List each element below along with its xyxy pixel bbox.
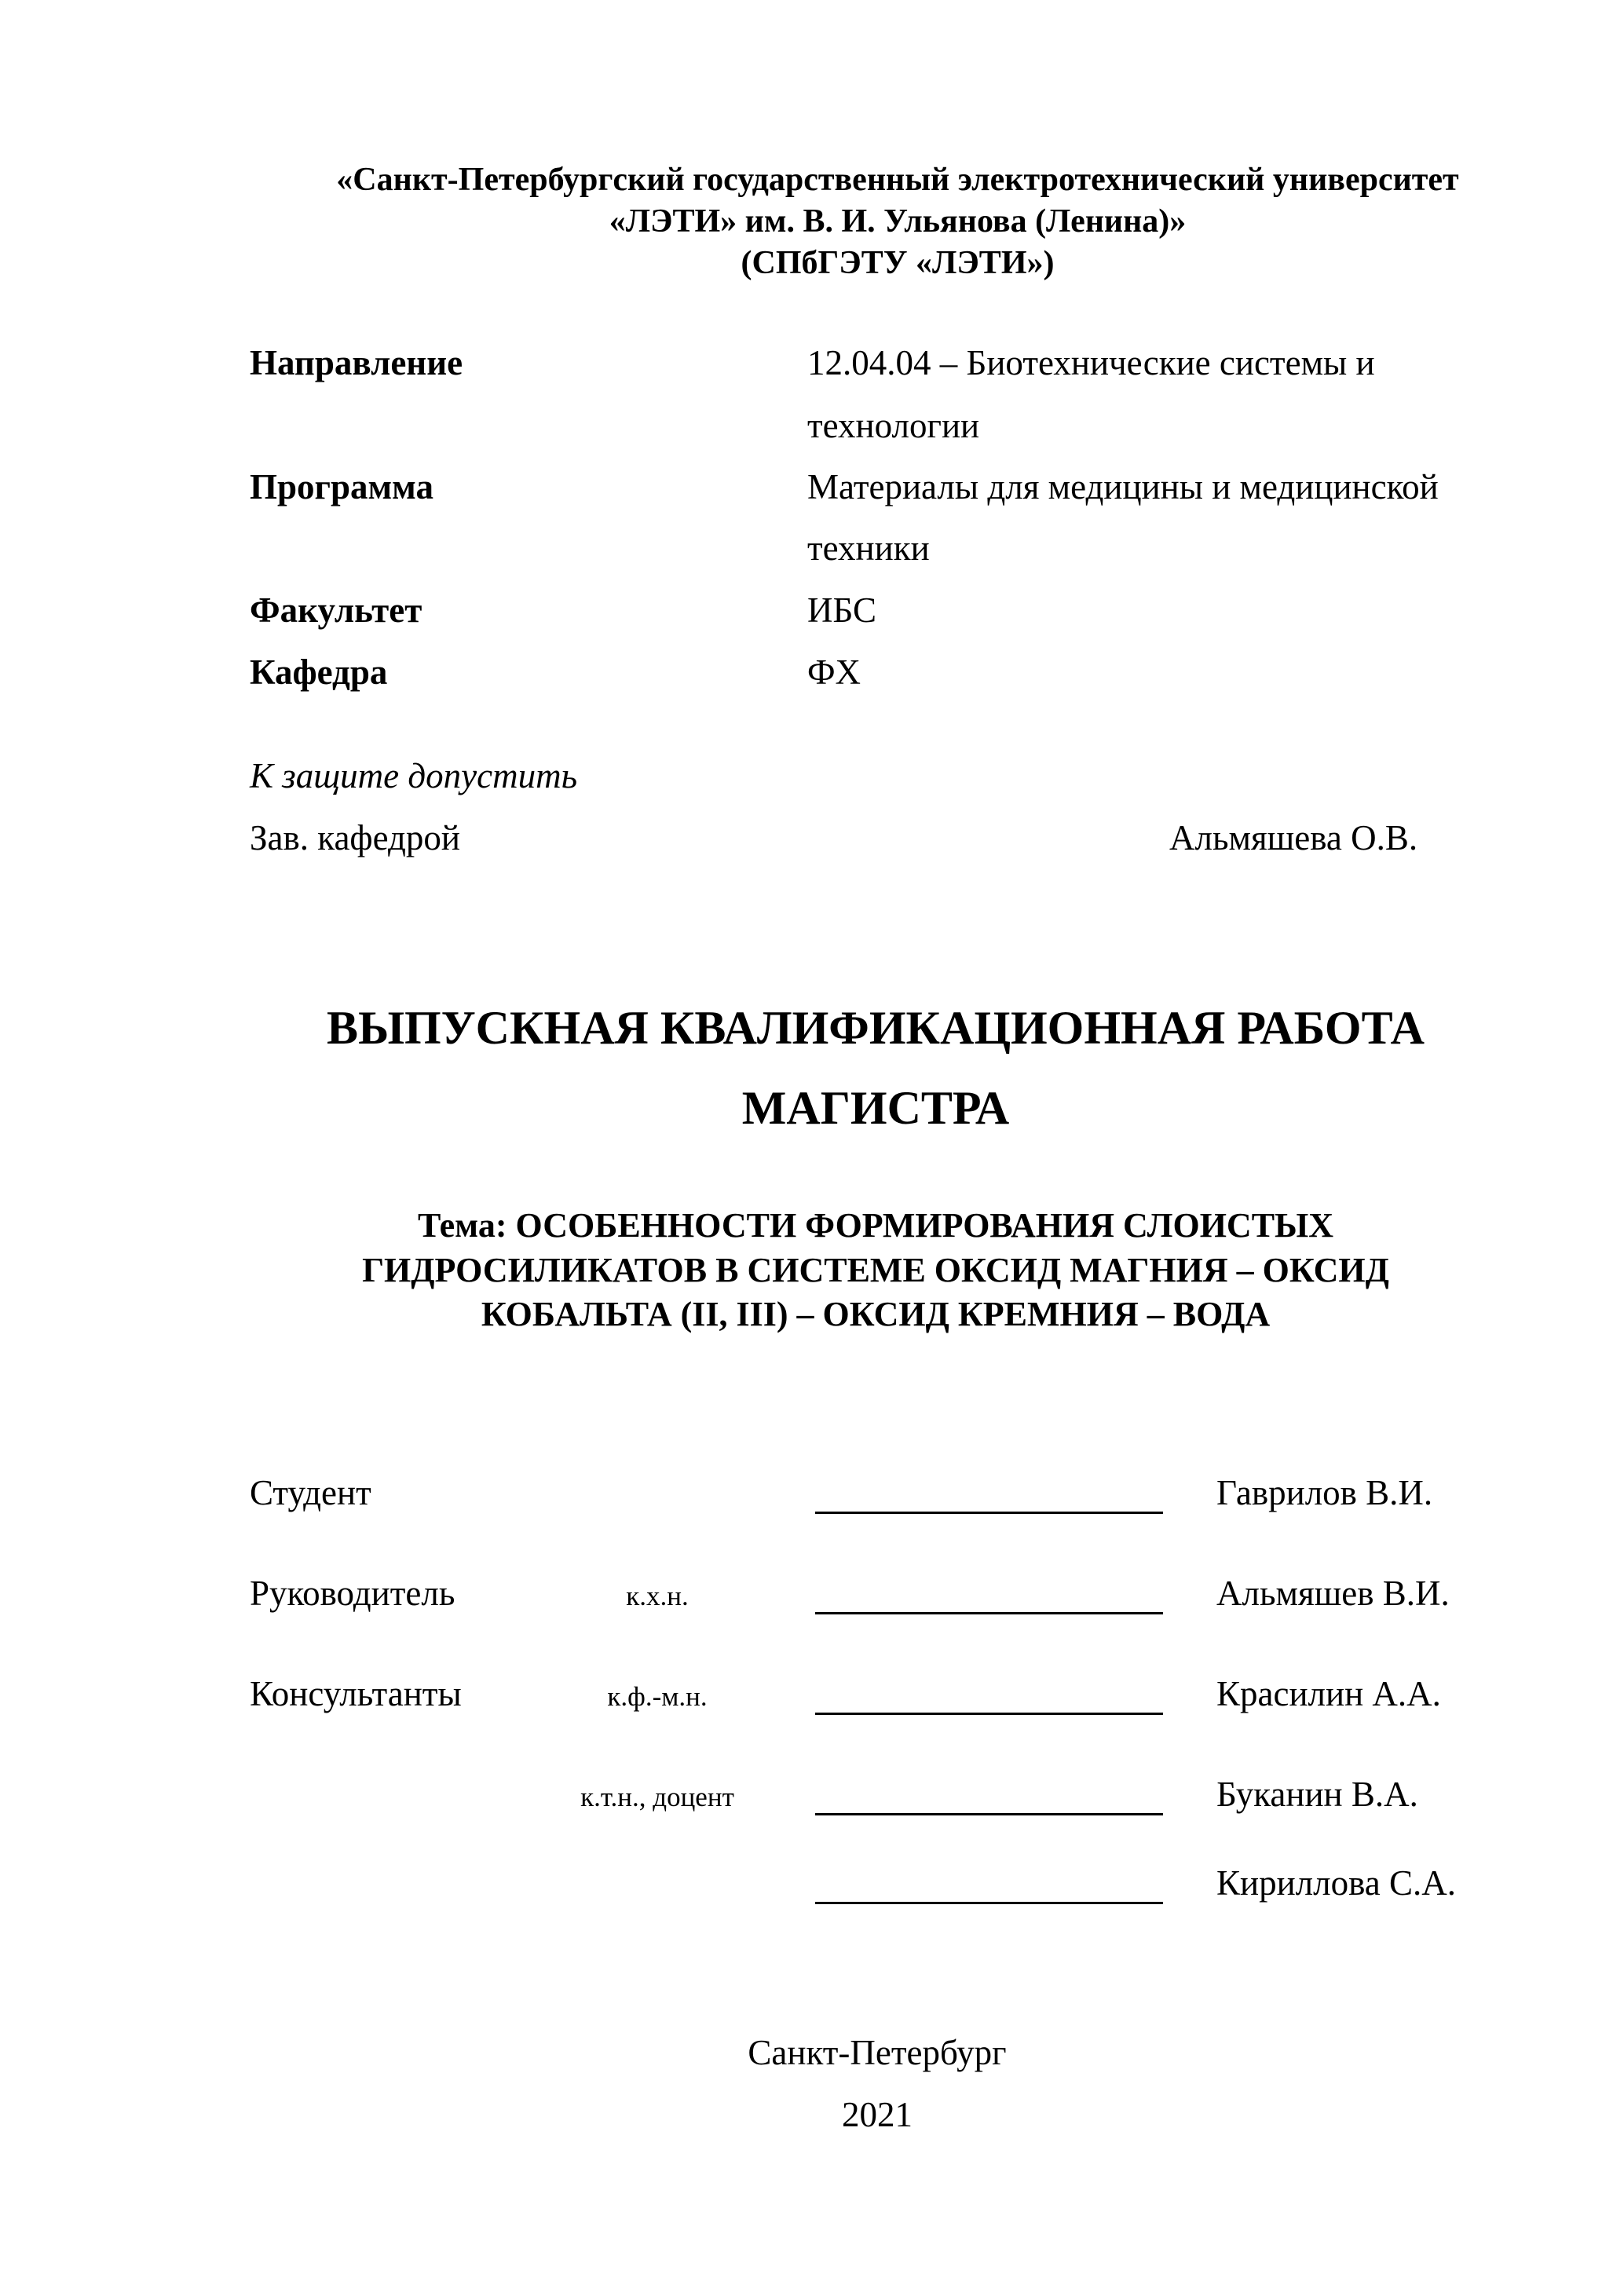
direction-value-cont: технологии	[807, 406, 980, 445]
signature-name: Буканин В.А.	[1216, 1775, 1418, 1814]
signature-line	[815, 1902, 1163, 1904]
work-title-line-1: ВЫПУСКНАЯ КВАЛИФИКАЦИОННАЯ РАБОТА	[327, 1002, 1425, 1054]
signature-name: Гаврилов В.И.	[1216, 1473, 1433, 1512]
topic-line-3: КОБАЛЬТА (II, III) – ОКСИД КРЕМНИЯ – ВОДА	[481, 1295, 1271, 1333]
signature-line	[815, 1813, 1163, 1815]
direction-value: 12.04.04 – Биотехнические системы и	[807, 343, 1375, 382]
topic-line-2: ГИДРОСИЛИКАТОВ В СИСТЕМЕ ОКСИД МАГНИЯ – ОКСИД	[362, 1251, 1389, 1289]
signature-line	[815, 1512, 1163, 1514]
university-abbreviation: (СПбГЭТУ «ЛЭТИ»)	[741, 245, 1055, 281]
head-of-department-name: Альмяшева О.В.	[1169, 818, 1418, 857]
program-value-cont: техники	[807, 528, 930, 568]
signature-line	[815, 1612, 1163, 1614]
head-of-department-label: Зав. кафедрой	[250, 818, 460, 857]
direction-label: Направление	[250, 343, 463, 382]
department-label: Кафедра	[250, 653, 388, 692]
faculty-value: ИБС	[807, 590, 877, 630]
city: Санкт-Петербург	[748, 2033, 1007, 2072]
signature-degree: к.ф.-м.н.	[607, 1681, 708, 1712]
signature-name: Альмяшев В.И.	[1216, 1574, 1450, 1613]
topic-line-1: Тема: ОСОБЕННОСТИ ФОРМИРОВАНИЯ СЛОИСТЫХ	[417, 1206, 1334, 1245]
signature-role: Консультанты	[250, 1674, 462, 1713]
signature-name: Красилин А.А.	[1216, 1674, 1441, 1713]
signature-line	[815, 1713, 1163, 1715]
signature-role: Студент	[250, 1473, 371, 1512]
signature-degree: к.т.н., доцент	[580, 1782, 734, 1812]
university-name-line-2: «ЛЭТИ» им. В. И. Ульянова (Ленина)»	[609, 203, 1187, 239]
signature-degree: к.х.н.	[626, 1581, 689, 1611]
admit-to-defense: К защите допустить	[250, 756, 578, 795]
signature-role: Руководитель	[250, 1574, 455, 1613]
signature-name: Кириллова С.А.	[1216, 1863, 1456, 1903]
year: 2021	[842, 2095, 913, 2134]
program-value: Материалы для медицины и медицинской	[807, 467, 1439, 506]
faculty-label: Факультет	[250, 590, 422, 630]
work-title-line-2: МАГИСТРА	[741, 1082, 1010, 1134]
program-label: Программа	[250, 467, 433, 506]
university-name-line-1: «Санкт-Петербургский государственный электротехнический университет	[336, 162, 1459, 198]
department-value: ФХ	[807, 653, 861, 692]
